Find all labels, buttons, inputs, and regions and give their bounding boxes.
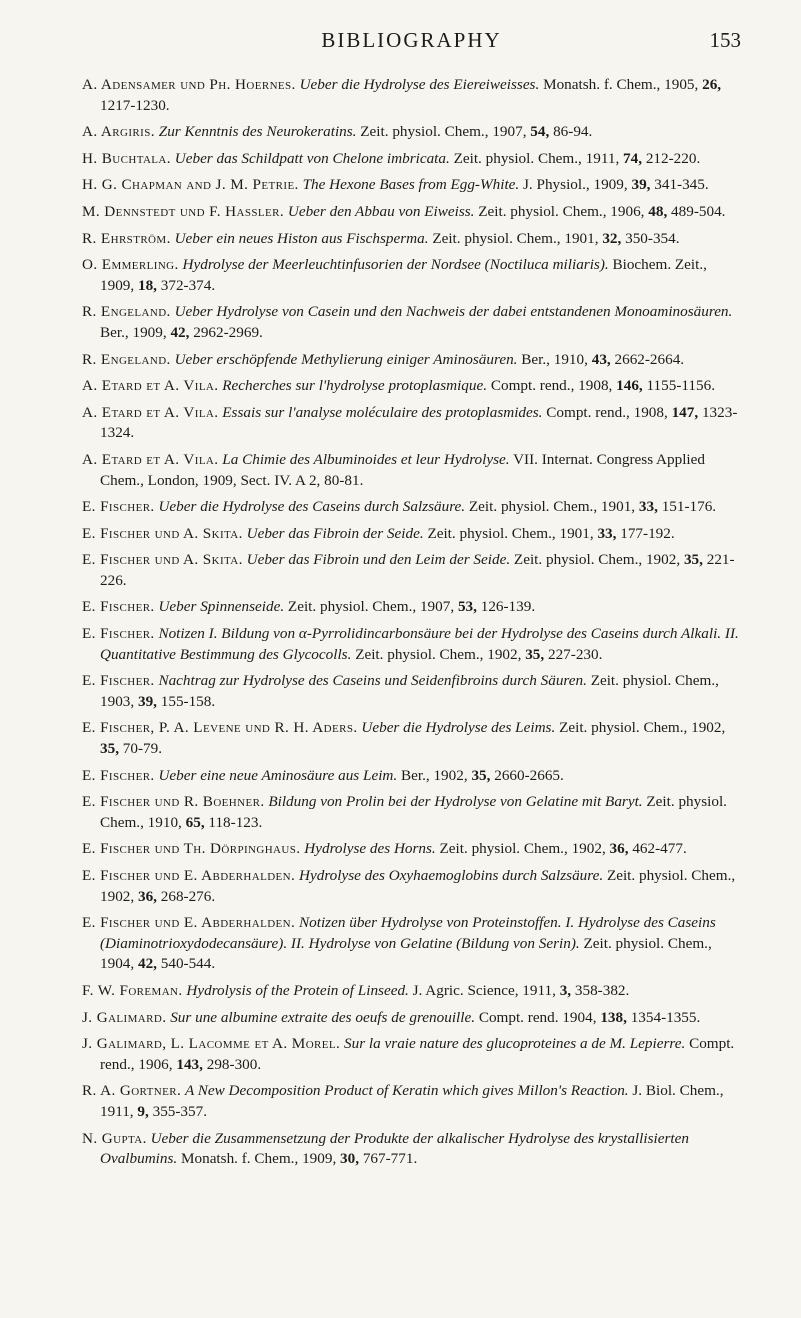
entry-pages: 118-123. (208, 813, 263, 831)
entry-author: A. Argiris. (82, 123, 155, 141)
entry-volume: 42, (170, 323, 190, 341)
entry-author: H. Buchtala. (82, 149, 171, 167)
entry-pages: 462-477. (632, 840, 687, 858)
entry-pages: 221-226. (100, 551, 735, 589)
entry-author: M. Dennstedt und F. Hassler. (82, 202, 285, 220)
entry-source: VII. Internat. Congress Applied Chem., London, 1909, Sect. IV. A 2, 80-81. (100, 450, 705, 489)
entry-title: Ueber eine neue Aminosäure aus Leim. (158, 766, 398, 784)
entry-pages: 1155-1156. (646, 377, 715, 395)
bibliography-entry (82, 149, 741, 170)
entry-author: E. Fischer und R. Boehner. (82, 793, 265, 811)
entry-title: La Chimie des Albuminoides et leur Hydrolyse. (222, 450, 510, 468)
entry-volume: 39, (137, 692, 157, 710)
entry-author: E. Fischer und Th. Dörpinghaus. (82, 840, 301, 858)
entry-title: Ueber das Schildpatt von Chelone imbricata. (174, 149, 450, 167)
entry-source: Zeit. physiol. Chem., 1902, (355, 645, 522, 663)
entry-author: A. Etard et A. Vila. (82, 403, 219, 421)
entry-source: Compt. rend., 1908, (490, 377, 613, 395)
entry-author: A. Etard et A. Vila. (82, 450, 219, 468)
entry-title: Ueber ein neues Histon aus Fischsperma. (174, 229, 429, 247)
entry-volume: 54, (530, 123, 550, 141)
bibliography-entry (82, 1008, 741, 1029)
entry-volume: 36, (137, 887, 157, 905)
entry-pages: 126-139. (480, 598, 536, 616)
entry-volume: 3, (559, 981, 572, 999)
entry-pages: 2662-2664. (614, 350, 685, 368)
entry-title: Nachtrag zur Hydrolyse des Caseins und Seidenfibroins durch Säuren. (158, 672, 587, 690)
entry-source: Biochem. Zeit., 1909, (100, 256, 707, 294)
entry-title: The Hexone Bases from Egg-White. (302, 176, 520, 194)
entry-source: Zeit. physiol. Chem., 1901, (432, 229, 599, 247)
bibliography-entry (82, 1081, 741, 1122)
entry-volume: 53, (457, 598, 477, 616)
bibliography-entry (82, 255, 741, 296)
entry-pages: 358-382. (574, 981, 630, 999)
bibliography-entry (82, 624, 741, 665)
entry-pages: 1323-1324. (100, 403, 738, 442)
entry-author: E. Fischer. (82, 766, 155, 784)
entry-source: Zeit. physiol. Chem., 1902, (100, 867, 736, 905)
bibliography-entry (82, 1129, 741, 1170)
entry-pages: 355-357. (152, 1102, 208, 1120)
entry-author: E. Fischer. (82, 625, 155, 643)
entry-volume: 74, (623, 149, 643, 167)
entry-title: Bildung von Prolin bei der Hydrolyse von Gelatine mit Baryt. (268, 793, 643, 811)
bibliography-entry (82, 766, 741, 787)
entry-pages: 372-374. (160, 276, 216, 294)
bibliography-entry (82, 497, 741, 518)
page-title: BIBLIOGRAPHY (321, 28, 502, 52)
entry-author: A. Adensamer und Ph. Hoernes. (82, 76, 296, 93)
entry-pages: 540-544. (160, 955, 216, 973)
entry-title: Ueber die Hydrolyse des Eiereiweisses. (299, 76, 540, 93)
entry-title: A New Decomposition Product of Keratin which gives Millon's Reaction. (184, 1082, 629, 1100)
entry-volume: 143, (176, 1055, 203, 1073)
entry-volume: 26, (702, 76, 722, 93)
entry-pages: 212-220. (645, 149, 701, 167)
entry-source: J. Biol. Chem., 1911, (100, 1082, 724, 1120)
entry-author: E. Fischer und A. Skita. (82, 524, 243, 542)
bibliography-entry (82, 866, 741, 907)
entry-volume: 30, (340, 1150, 360, 1168)
entry-pages: 767-771. (362, 1150, 418, 1168)
entry-source: Compt. rend. 1904, (478, 1008, 597, 1026)
entry-author: R. Engeland. (82, 303, 171, 321)
entry-source: Zeit. physiol. Chem., 1901, (427, 524, 594, 542)
entry-title: Notizen I. Bildung von α-Pyrrolidincarbonsäure bei der Hydrolyse des Caseins durch Alkali. II. Quantitative Bestimmung des Glycocolls. (100, 625, 739, 663)
bibliography-entry (82, 671, 741, 712)
entry-author: R. A. Gortner. (82, 1082, 182, 1100)
entry-source: Compt. rend., 1906, (100, 1035, 735, 1073)
entry-pages: 298-300. (206, 1055, 262, 1073)
entry-title: Ueber die Hydrolyse des Leims. (361, 719, 556, 737)
entry-author: N. Gupta. (82, 1129, 147, 1147)
entry-title: Ueber die Zusammensetzung der Produkte der alkalischer Hydrolyse des krystallisierten Ovalbumins. (100, 1129, 689, 1168)
entry-pages: 1217-1230. (100, 96, 170, 114)
entry-author: F. W. Foreman. (82, 981, 183, 999)
entry-author: O. Emmerling. (82, 256, 179, 274)
entry-volume: 48, (648, 202, 668, 220)
entry-pages: 2660-2665. (494, 766, 564, 784)
entry-source: Monatsh. f. Chem., 1905, (543, 76, 699, 93)
bibliography-entry (82, 981, 741, 1002)
entry-source: Zeit. physiol. Chem., 1911, (453, 149, 620, 167)
entry-pages: 227-230. (547, 645, 603, 663)
entry-volume: 18, (137, 276, 157, 294)
bibliography-list (82, 75, 741, 1170)
bibliography-entry (82, 718, 741, 759)
bibliography-entry (82, 792, 741, 833)
entry-title: Sur la vraie nature des glucoproteines a de M. Lepierre. (344, 1035, 686, 1053)
entry-title: Hydrolyse des Oxyhaemoglobins durch Salzsäure. (299, 867, 604, 884)
entry-source: Compt. rend., 1908, (546, 403, 668, 421)
entry-title: Ueber Spinnenseide. (158, 598, 285, 616)
entry-volume: 35, (471, 766, 491, 784)
entry-pages: 268-276. (160, 887, 216, 905)
entry-title: Ueber den Abbau von Eiweiss. (287, 202, 475, 220)
entry-source: Zeit. physiol. Chem., 1902, (513, 551, 681, 569)
entry-author: J. Galimard, L. Lacomme et A. Morel. (82, 1035, 341, 1053)
entry-volume: 35, (100, 740, 119, 758)
entry-source: Ber., 1910, (521, 350, 588, 368)
entry-volume: 35, (683, 551, 703, 569)
entry-pages: 341-345. (654, 176, 709, 194)
entry-title: Ueber das Fibroin und den Leim der Seide. (246, 551, 511, 569)
bibliography-entry (82, 350, 741, 371)
entry-source: Zeit. physiol. Chem., 1907, (360, 123, 527, 141)
entry-pages: 489-504. (671, 202, 726, 220)
bibliography-entry (82, 597, 741, 618)
entry-pages: 1354-1355. (630, 1008, 701, 1026)
entry-volume: 147, (671, 403, 699, 421)
bibliography-entry (82, 839, 741, 860)
bibliography-entry (82, 403, 741, 444)
entry-source: Zeit. physiol. Chem., 1907, (287, 598, 455, 616)
entry-pages: 177-192. (620, 524, 675, 542)
entry-title: Ueber das Fibroin der Seide. (246, 524, 424, 542)
entry-source: J. Agric. Science, 1911, (412, 981, 556, 999)
entry-author: E. Fischer, P. A. Levene und R. H. Aders. (82, 719, 358, 737)
entry-volume: 35, (525, 645, 545, 663)
bibliography-entry (82, 376, 741, 397)
entry-source: Zeit. physiol. Chem., 1903, (100, 672, 719, 710)
entry-title: Ueber die Hydrolyse des Caseins durch Salzsäure. (158, 498, 466, 516)
entry-title: Ueber Hydrolyse von Casein und den Nachweis der dabei entstandenen Monoaminosäuren. (174, 303, 733, 321)
entry-volume: 33, (597, 524, 617, 542)
entry-volume: 146, (616, 377, 643, 395)
entry-pages: 350-354. (625, 229, 680, 247)
entry-volume: 33, (638, 498, 658, 516)
entry-author: R. Ehrström. (82, 229, 171, 247)
bibliography-entry (82, 1034, 741, 1075)
entry-title: Zur Kenntnis des Neurokeratins. (158, 123, 357, 141)
bibliography-entry (82, 450, 741, 491)
entry-source: Zeit. physiol. Chem., 1902, (559, 719, 726, 737)
entry-title: Sur une albumine extraite des oeufs de grenouille. (170, 1008, 476, 1026)
bibliography-entry (82, 913, 741, 975)
bibliography-entry (82, 202, 741, 223)
entry-source: Zeit. physiol. Chem., 1904, (100, 934, 712, 973)
running-head (82, 0, 741, 60)
entry-pages: 2962-2969. (193, 323, 263, 341)
entry-pages: 86-94. (553, 123, 593, 141)
entry-title: Ueber erschöpfende Methylierung einiger Aminosäuren. (174, 350, 518, 368)
entry-title: Hydrolyse der Meerleuchtinfusorien der Nordsee (Noctiluca miliaris). (182, 256, 609, 274)
entry-pages: 70-79. (122, 740, 163, 758)
entry-pages: 151-176. (661, 498, 717, 516)
entry-title: Essais sur l'analyse moléculaire des protoplasmides. (222, 403, 543, 421)
entry-author: E. Fischer. (82, 598, 155, 616)
bibliography-entry (82, 302, 741, 343)
entry-title: Hydrolysis of the Protein of Linseed. (186, 981, 409, 999)
entry-source: Zeit. physiol. Chem., 1906, (478, 202, 645, 220)
entry-author: A. Etard et A. Vila. (82, 377, 219, 395)
entry-volume: 138, (600, 1008, 627, 1026)
entry-title: Recherches sur l'hydrolyse protoplasmique. (222, 377, 488, 395)
entry-author: E. Fischer. (82, 672, 155, 690)
entry-author: H. G. Chapman and J. M. Petrie. (82, 176, 299, 194)
entry-volume: 36, (609, 840, 629, 858)
entry-volume: 42, (137, 955, 157, 973)
bibliography-entry (82, 75, 741, 116)
entry-author: E. Fischer. (82, 498, 155, 516)
entry-source: Ber., 1909, (100, 323, 167, 341)
entry-author: E. Fischer und E. Abderhalden. (82, 914, 296, 932)
entry-author: R. Engeland. (82, 350, 171, 368)
entry-source: Ber., 1902, (400, 766, 468, 784)
entry-volume: 39, (631, 176, 651, 194)
entry-author: J. Galimard. (82, 1008, 167, 1026)
entry-title: Notizen über Hydrolyse von Proteinstoffen. I. Hydrolyse des Caseins (Diaminotrioxydodecansäure). II. Hydrolyse von Gelatine (Bildung von Serin). (100, 914, 716, 952)
entry-title: Hydrolyse des Horns. (304, 840, 436, 858)
entry-source: Zeit. physiol. Chem., 1901, (468, 498, 636, 516)
entry-source: Zeit. physiol. Chem., 1910, (100, 793, 727, 831)
entry-source: Monatsh. f. Chem., 1909, (181, 1150, 337, 1168)
entry-author: E. Fischer und A. Skita. (82, 551, 243, 569)
entry-source: J. Physiol., 1909, (523, 176, 628, 194)
entry-source: Zeit. physiol. Chem., 1902, (439, 840, 606, 858)
bibliography-entry (82, 229, 741, 250)
bibliography-entry (82, 175, 741, 196)
entry-volume: 9, (137, 1102, 149, 1120)
entry-volume: 32, (602, 229, 622, 247)
page-number: 153 (709, 28, 741, 52)
entry-volume: 43, (591, 350, 611, 368)
bibliography-entry (82, 550, 741, 591)
bibliography-entry (82, 122, 741, 143)
entry-volume: 65, (185, 813, 205, 831)
entry-author: E. Fischer und E. Abderhalden. (82, 867, 296, 884)
bibliography-entry (82, 524, 741, 545)
entry-pages: 155-158. (160, 692, 216, 710)
